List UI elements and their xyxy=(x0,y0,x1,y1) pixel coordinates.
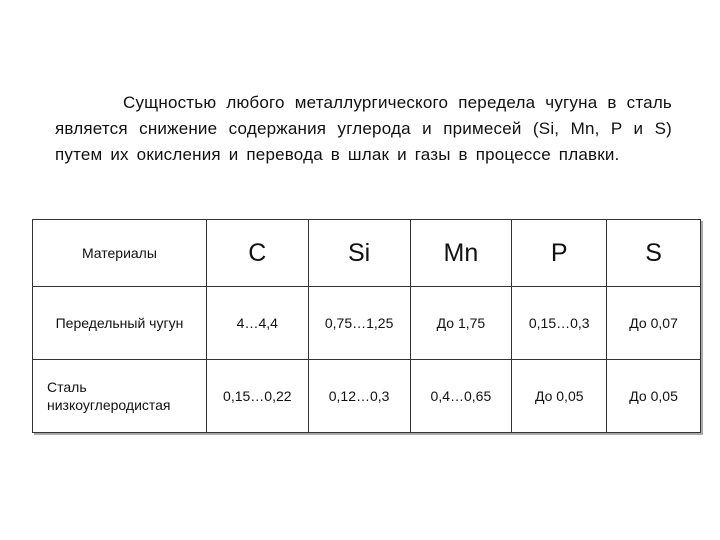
header-carbon: C xyxy=(206,220,308,287)
cell-value: До 0,05 xyxy=(607,360,701,433)
row-name-pig-iron: Передельный чугун xyxy=(33,287,207,360)
table-row xyxy=(33,287,701,360)
header-phosphorus: P xyxy=(512,220,607,287)
header-materials: Материалы xyxy=(33,220,207,287)
cell-value: 0,15…0,3 xyxy=(512,287,607,360)
cell-value: 0,12…0,3 xyxy=(308,360,410,433)
cell-value: До 1,75 xyxy=(410,287,512,360)
header-manganese: Mn xyxy=(410,220,512,287)
row-name-low-carbon-steel: Сталь низкоуглеродистая xyxy=(33,360,207,433)
table-row xyxy=(33,360,701,433)
intro-paragraph-text: Сущностью любого металлургического передела чугуна в сталь является снижение содержания углерода и примесей (Si, Mn, P и S) путем их окисления и перевода в шлак и газы в процессе плавки. xyxy=(55,93,672,164)
cell-value: 0,75…1,25 xyxy=(308,287,410,360)
intro-paragraph xyxy=(55,90,672,168)
cell-value: 0,4…0,65 xyxy=(410,360,512,433)
table-header-row xyxy=(33,220,701,287)
header-silicon: Si xyxy=(308,220,410,287)
cell-value: 0,15…0,22 xyxy=(206,360,308,433)
cell-value: До 0,07 xyxy=(607,287,701,360)
cell-value: 4…4,4 xyxy=(206,287,308,360)
header-sulfur: S xyxy=(607,220,701,287)
composition-table xyxy=(32,219,701,433)
cell-value: До 0,05 xyxy=(512,360,607,433)
